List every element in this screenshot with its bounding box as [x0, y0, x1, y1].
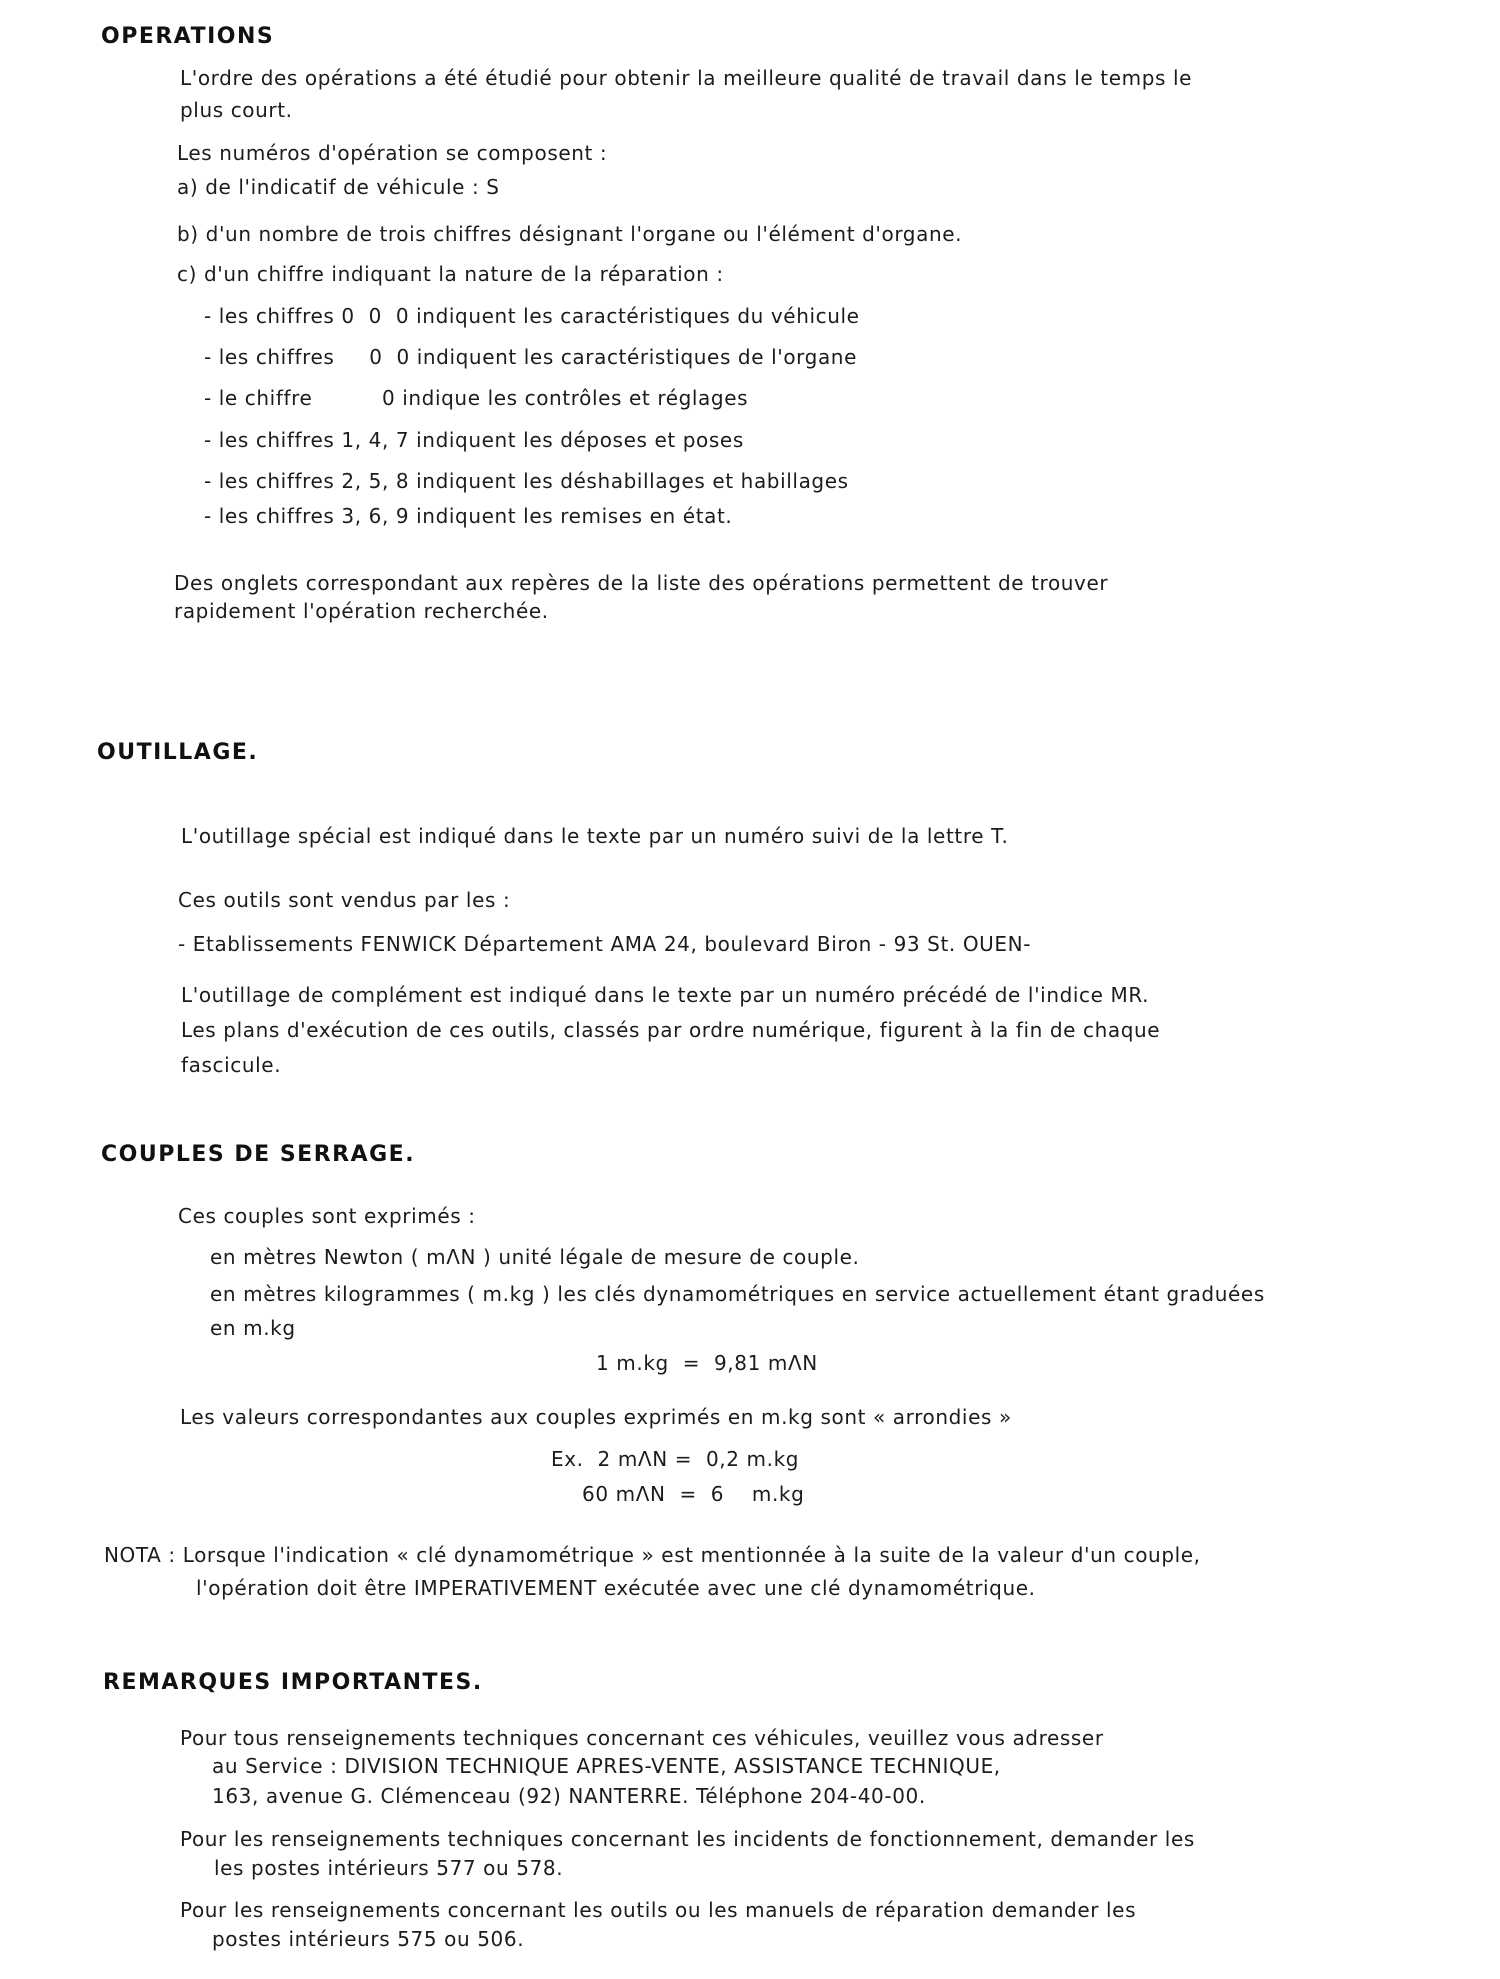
- special-tooling-line: L'outillage spécial est indiqué dans le texte par un numéro suivi de la lettre T.: [181, 824, 1009, 848]
- nota-line-2: l'opération doit être IMPERATIVEMENT exécutée avec une clé dynamométrique.: [196, 1576, 1036, 1600]
- digit-rule-vehicle: - les chiffres 0 0 0 indiquent les caractéristiques du véhicule: [204, 304, 860, 328]
- complement-tooling-line-2: Les plans d'exécution de ces outils, classés par ordre numérique, figurent à la fin de chaque: [181, 1018, 1161, 1042]
- tool-supplier-line: - Etablissements FENWICK Département AMA 24, boulevard Biron - 93 St. OUEN-: [178, 932, 1032, 956]
- conversion-example-1: Ex. 2 mΛN = 0,2 m.kg: [551, 1447, 800, 1471]
- digit-rule-removal: - les chiffres 1, 4, 7 indiquent les déposes et poses: [204, 428, 744, 452]
- kilogram-unit-line-2: en m.kg: [210, 1316, 296, 1340]
- complement-tooling-line-3: fascicule.: [181, 1053, 282, 1077]
- remarks-paragraph-2-line-2: les postes intérieurs 577 ou 578.: [214, 1856, 564, 1880]
- remarks-paragraph-1-line-2: au Service : DIVISION TECHNIQUE APRES-VENTE, ASSISTANCE TECHNIQUE,: [212, 1754, 1001, 1778]
- couples-expressed-line: Ces couples sont exprimés :: [178, 1204, 476, 1228]
- remarks-paragraph-1-line-3: 163, avenue G. Clémenceau (92) NANTERRE. Téléphone 204-40-00.: [212, 1784, 926, 1808]
- operations-heading: OPERATIONS: [101, 24, 275, 49]
- tools-sold-by-line: Ces outils sont vendus par les :: [178, 888, 511, 912]
- remarks-paragraph-3-line-2: postes intérieurs 575 ou 506.: [212, 1927, 525, 1951]
- couples-heading: COUPLES DE SERRAGE.: [101, 1142, 416, 1167]
- outillage-heading: OUTILLAGE.: [97, 740, 259, 765]
- remarks-paragraph-1-line-1: Pour tous renseignements techniques concernant ces véhicules, veuillez vous adresser: [180, 1726, 1104, 1750]
- digit-rule-organ: - les chiffres 0 0 indiquent les caractéristiques de l'organe: [204, 345, 857, 369]
- conversion-example-2: 60 mΛN = 6 m.kg: [582, 1482, 805, 1506]
- conversion-formula: 1 m.kg = 9,81 mΛN: [596, 1351, 818, 1375]
- kilogram-unit-line-1: en mètres kilogrammes ( m.kg ) les clés dynamométriques en service actuellement étant graduées: [210, 1282, 1265, 1306]
- tabs-note-line-1: Des onglets correspondant aux repères de la liste des opérations permettent de trouver: [174, 571, 1109, 595]
- operation-item-a: a) de l'indicatif de véhicule : S: [177, 175, 500, 199]
- remarks-paragraph-2-line-1: Pour les renseignements techniques concernant les incidents de fonctionnement, demander les: [180, 1827, 1195, 1851]
- newton-unit-line: en mètres Newton ( mΛN ) unité légale de mesure de couple.: [210, 1245, 860, 1269]
- operation-item-b: b) d'un nombre de trois chiffres désignant l'organe ou l'élément d'organe.: [177, 222, 963, 246]
- digit-rule-repair: - les chiffres 3, 6, 9 indiquent les remises en état.: [204, 504, 733, 528]
- complement-tooling-line-1: L'outillage de complément est indiqué dans le texte par un numéro précédé de l'indice MR.: [181, 983, 1150, 1007]
- operation-numbers-intro: Les numéros d'opération se composent :: [177, 141, 608, 165]
- operations-intro-line-1: L'ordre des opérations a été étudié pour obtenir la meilleure qualité de travail dans le temps le: [180, 66, 1193, 90]
- rounded-values-line: Les valeurs correspondantes aux couples exprimés en m.kg sont « arrondies »: [180, 1405, 1012, 1429]
- digit-rule-controls: - le chiffre 0 indique les contrôles et réglages: [204, 386, 749, 410]
- remarks-paragraph-3-line-1: Pour les renseignements concernant les outils ou les manuels de réparation demander les: [180, 1898, 1137, 1922]
- operation-item-c: c) d'un chiffre indiquant la nature de la réparation :: [177, 262, 724, 286]
- nota-line-1: NOTA : Lorsque l'indication « clé dynamométrique » est mentionnée à la suite de la valeur d'un couple,: [104, 1543, 1201, 1567]
- tabs-note-line-2: rapidement l'opération recherchée.: [174, 599, 549, 623]
- remarques-heading: REMARQUES IMPORTANTES.: [103, 1670, 483, 1695]
- operations-intro-line-2: plus court.: [180, 98, 293, 122]
- digit-rule-stripping: - les chiffres 2, 5, 8 indiquent les déshabillages et habillages: [204, 469, 849, 493]
